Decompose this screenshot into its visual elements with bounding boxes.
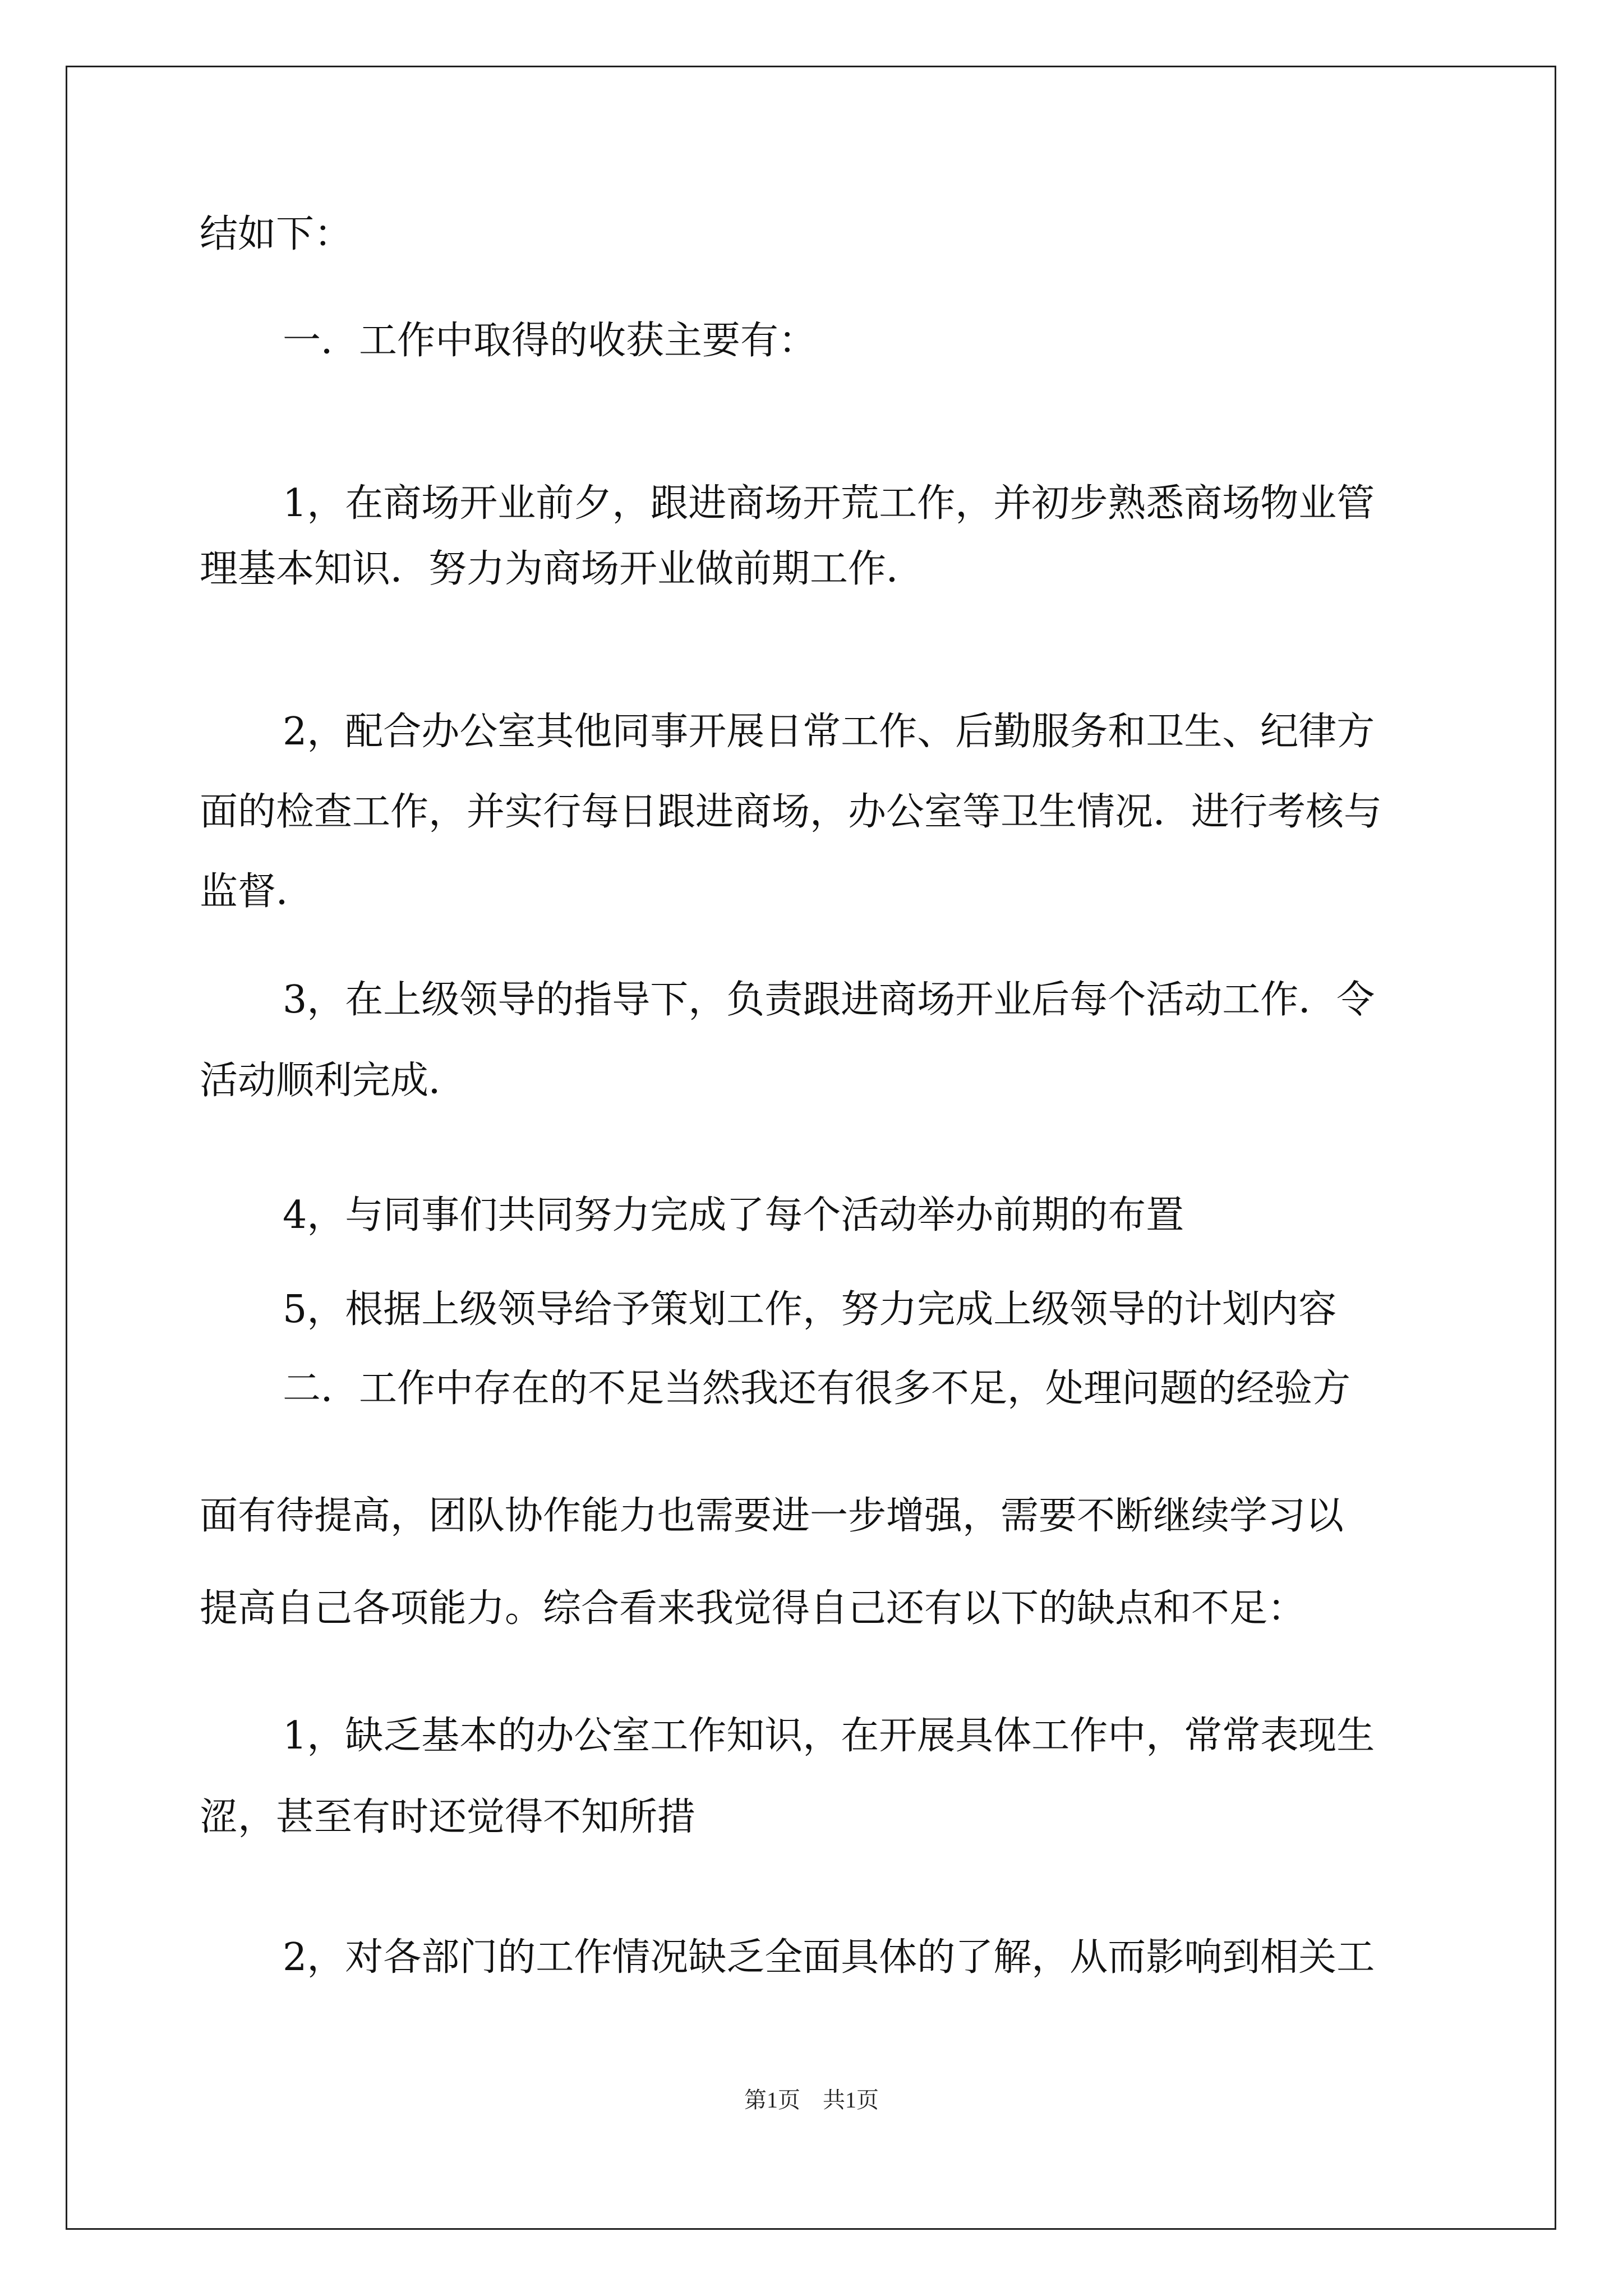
text-line: 4，与同事们共同努力完成了每个活动举办前期的布置 [283, 1193, 1184, 1237]
text-line: 一．工作中取得的收获主要有： [283, 319, 817, 363]
text-line: 活动顺利完成． [200, 1059, 467, 1103]
text-line: 结如下： [200, 212, 353, 256]
text-line: 1，在商场开业前夕，跟进商场开荒工作，并初步熟悉商场物业管 [283, 481, 1375, 526]
text-line: 2，配合办公室其他同事开展日常工作、后勤服务和卫生、纪律方 [283, 710, 1375, 754]
text-line: 二．工作中存在的不足当然我还有很多不足，处理问题的经验方 [283, 1366, 1351, 1411]
text-line: 1，缺乏基本的办公室工作知识，在开展具体工作中，常常表现生 [283, 1714, 1375, 1758]
text-line: 3，在上级领导的指导下，负责跟进商场开业后每个活动工作．令 [283, 978, 1375, 1022]
text-line: 2，对各部门的工作情况缺乏全面具体的了解，从而影响到相关工 [283, 1935, 1375, 1980]
text-line: 面有待提高，团队协作能力也需要进一步增强，需要不断继续学习以 [200, 1494, 1344, 1538]
page-border [66, 66, 1556, 2230]
text-line: 涩，甚至有时还觉得不知所措 [200, 1795, 696, 1839]
text-line: 理基本知识．努力为商场开业做前期工作． [200, 547, 925, 591]
text-line: 提高自己各项能力。综合看来我觉得自己还有以下的缺点和不足： [200, 1586, 1306, 1631]
text-line: 监督． [200, 869, 315, 914]
page-footer: 第1页 共1页 [744, 2087, 879, 2113]
text-line: 5，根据上级领导给予策划工作，努力完成上级领导的计划内容 [283, 1287, 1337, 1332]
text-line: 面的检查工作，并实行每日跟进商场，办公室等卫生情况．进行考核与 [200, 790, 1382, 834]
